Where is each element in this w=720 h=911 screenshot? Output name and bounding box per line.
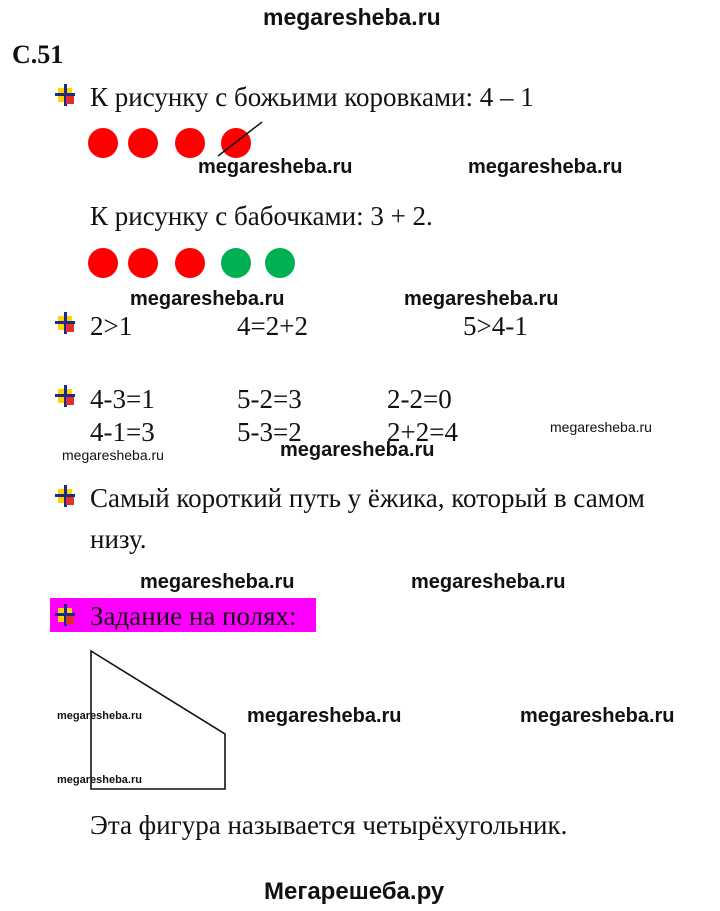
item5-conclusion: Эта фигура называется четырёхугольник.	[90, 810, 568, 840]
watermark: megaresheba.ru	[404, 288, 559, 310]
watermark: megaresheba.ru	[550, 419, 652, 435]
item1-text: К рисунку с божьими коровками: 4 – 1	[90, 82, 534, 112]
item3-row1-c2: 5-2=3	[237, 384, 302, 414]
butterfly-dot	[128, 248, 158, 278]
strike-line	[214, 118, 266, 160]
watermark: megaresheba.ru	[520, 705, 675, 727]
watermark: megaresheba.ru	[130, 288, 285, 310]
ladybug-dot	[128, 128, 158, 158]
item3-row2-c1: 4-1=3	[90, 417, 155, 447]
watermark: megaresheba.ru	[198, 156, 353, 178]
butterfly-dot	[265, 248, 295, 278]
item3-row2-c2: 5-3=2	[237, 417, 302, 447]
bullet-cross-icon	[52, 310, 78, 336]
bullet-cross-icon	[52, 602, 78, 628]
header-watermark: megaresheba.ru	[263, 4, 441, 30]
item2-b: 4=2+2	[237, 311, 308, 341]
watermark: megaresheba.ru	[140, 571, 295, 593]
item3-row2-c3: 2+2=4	[387, 417, 458, 447]
watermark: megaresheba.ru	[57, 710, 142, 722]
butterfly-dot	[88, 248, 118, 278]
item1-subtext: К рисунку с бабочками: 3 + 2.	[90, 201, 433, 231]
watermark: megaresheba.ru	[411, 571, 566, 593]
footer-brand: Мегарешеба.ру	[264, 878, 445, 905]
item5-heading: Задание на полях:	[90, 601, 297, 631]
watermark: megaresheba.ru	[247, 705, 402, 727]
item2-a: 2>1	[90, 311, 133, 341]
item2-c: 5>4-1	[463, 311, 528, 341]
butterfly-dot	[221, 248, 251, 278]
watermark: megaresheba.ru	[280, 439, 435, 461]
watermark: megaresheba.ru	[57, 774, 142, 786]
item3-row1-c1: 4-3=1	[90, 384, 155, 414]
page-label: С.51	[12, 40, 64, 69]
ladybug-dot	[88, 128, 118, 158]
watermark: megaresheba.ru	[468, 156, 623, 178]
item4-line2: низу.	[90, 524, 147, 554]
butterfly-dot	[175, 248, 205, 278]
bullet-cross-icon	[52, 483, 78, 509]
ladybug-dot	[175, 128, 205, 158]
bullet-cross-icon	[52, 82, 78, 108]
bullet-cross-icon	[52, 383, 78, 409]
item3-row1-c3: 2-2=0	[387, 384, 452, 414]
item4-line1: Самый короткий путь у ёжика, который в самом	[90, 483, 645, 513]
watermark: megaresheba.ru	[62, 447, 164, 463]
